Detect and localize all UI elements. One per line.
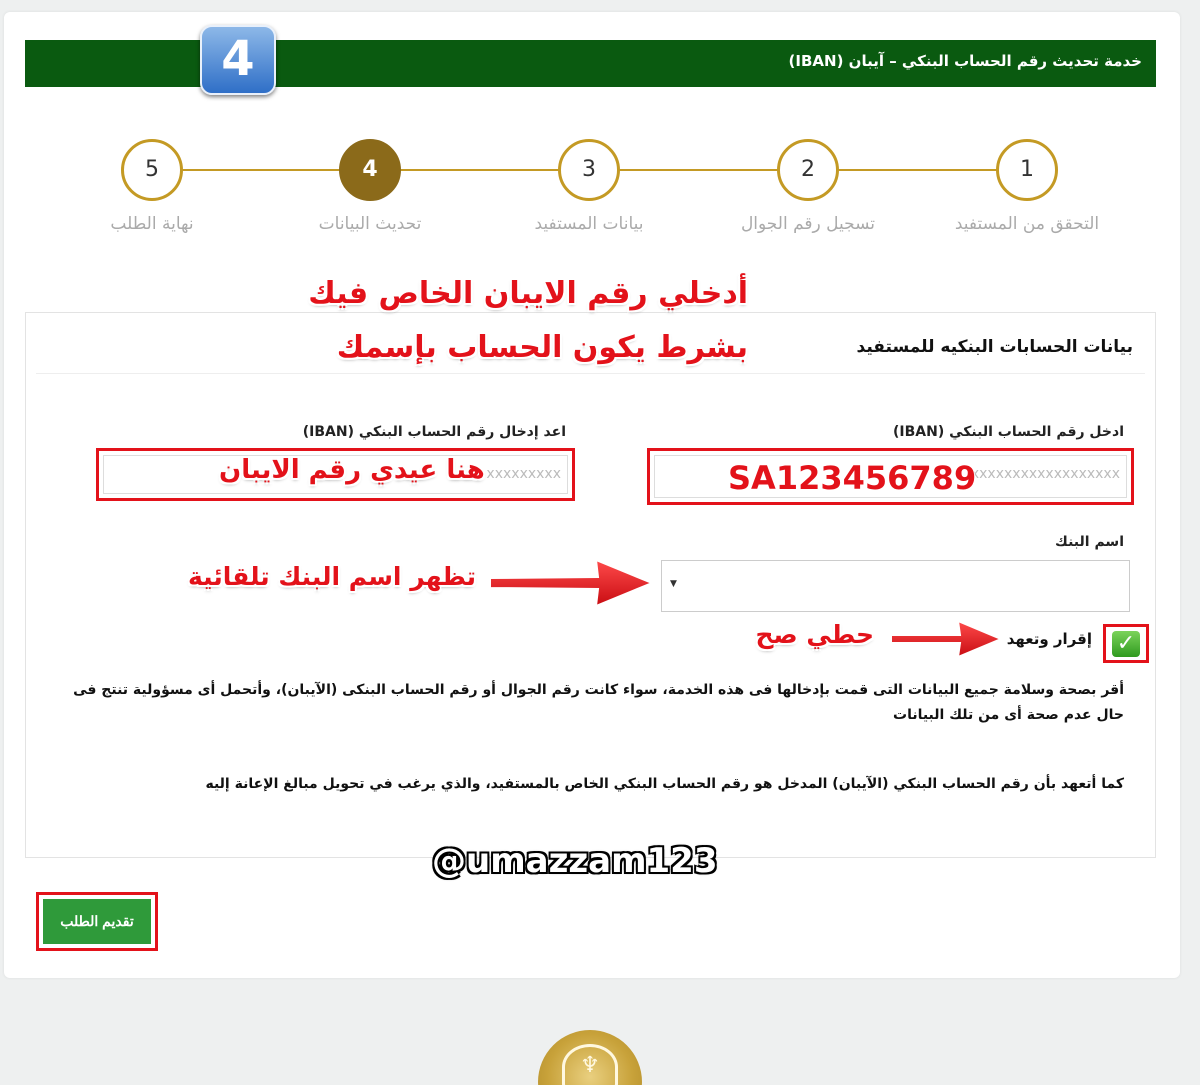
watermark-handle: @umazzam123 [432,841,718,881]
step-5-circle: 5 [121,139,183,201]
step-3-label: بيانات المستفيد [534,214,644,234]
iban-confirm-label: اعد إدخال رقم الحساب البنكي (IBAN) [302,424,566,440]
dropdown-caret-icon: ▼ [670,579,677,589]
divider [36,373,1145,374]
step-3-circle: 3 [558,139,620,201]
service-title: خدمة تحديث رقم الحساب البنكي – آيبان (IBAN) [788,52,1142,70]
step-number-badge: 4 [200,25,276,95]
annotation-bank-auto: تظهر اسم البنك تلقائية [187,562,476,591]
step-2-label: تسجيل رقم الجوال [740,214,876,234]
submit-request-button[interactable]: تقديم الطلب [43,899,151,944]
bank-name-label: اسم البنك [1055,534,1124,550]
agree-label: إقرار وتعهد [1006,630,1092,648]
iban-confirm-placeholder: xxxxxxxxx [486,466,561,482]
checkmark-icon: ✓ [1112,631,1140,657]
step-1-label: التحقق من المستفيد [954,214,1100,234]
step-2-circle: 2 [777,139,839,201]
annotation-reenter-iban: هنا عيدي رقم الايبان [219,455,485,485]
ministry-emblem-logo [538,1030,642,1085]
iban-confirm-highlight [96,448,575,501]
annotation-account-in-your-name: بشرط يكون الحساب بإسمك [336,330,748,365]
iban-value: SA123456789 [728,459,977,497]
submit-highlight [36,892,158,951]
section-title: بيانات الحسابات البنكيه للمستفيد [856,337,1133,357]
arrow-to-bank-icon [486,556,656,610]
step-4-circle-active: 4 [339,139,401,201]
arrow-to-checkbox-icon [888,618,1004,660]
service-header [25,40,1156,87]
iban-placeholder: xxxxxxxxxxxxxxxxxx [970,466,1120,482]
palm-emblem-icon: ♆ [562,1044,618,1085]
iban-highlight [647,448,1134,505]
agree-checkbox[interactable] [1103,624,1149,663]
iban-label: ادخل رقم الحساب البنكي (IBAN) [892,424,1124,440]
step-4-label: تحديث البيانات [318,214,422,234]
step-1-circle: 1 [996,139,1058,201]
declaration-paragraph-2: كما أتعهد بأن رقم الحساب البنكي (الآيبان) المدخل هو رقم الحساب البنكي الخاص بالمستفيد، والذي يرغب في تحويل مبالغ الإعانة إليه [205,776,1124,792]
bank-name-select[interactable] [661,560,1130,612]
declaration-paragraph-1: أقر بصحة وسلامة جميع البيانات التى قمت بإدخالها فى هذه الخدمة، سواء كانت رقم الجوال أو رقم الحساب البنكى (الآيبان)، وأتحمل أى مسؤولية تنتج فى حال عدم صحة أى من تلك البيانات [73,682,1124,723]
annotation-check-it: حطي صح [755,620,874,649]
annotation-enter-iban: أدخلي رقم الايبان الخاص فيك [308,276,748,311]
step-5-label: نهاية الطلب [110,214,194,234]
